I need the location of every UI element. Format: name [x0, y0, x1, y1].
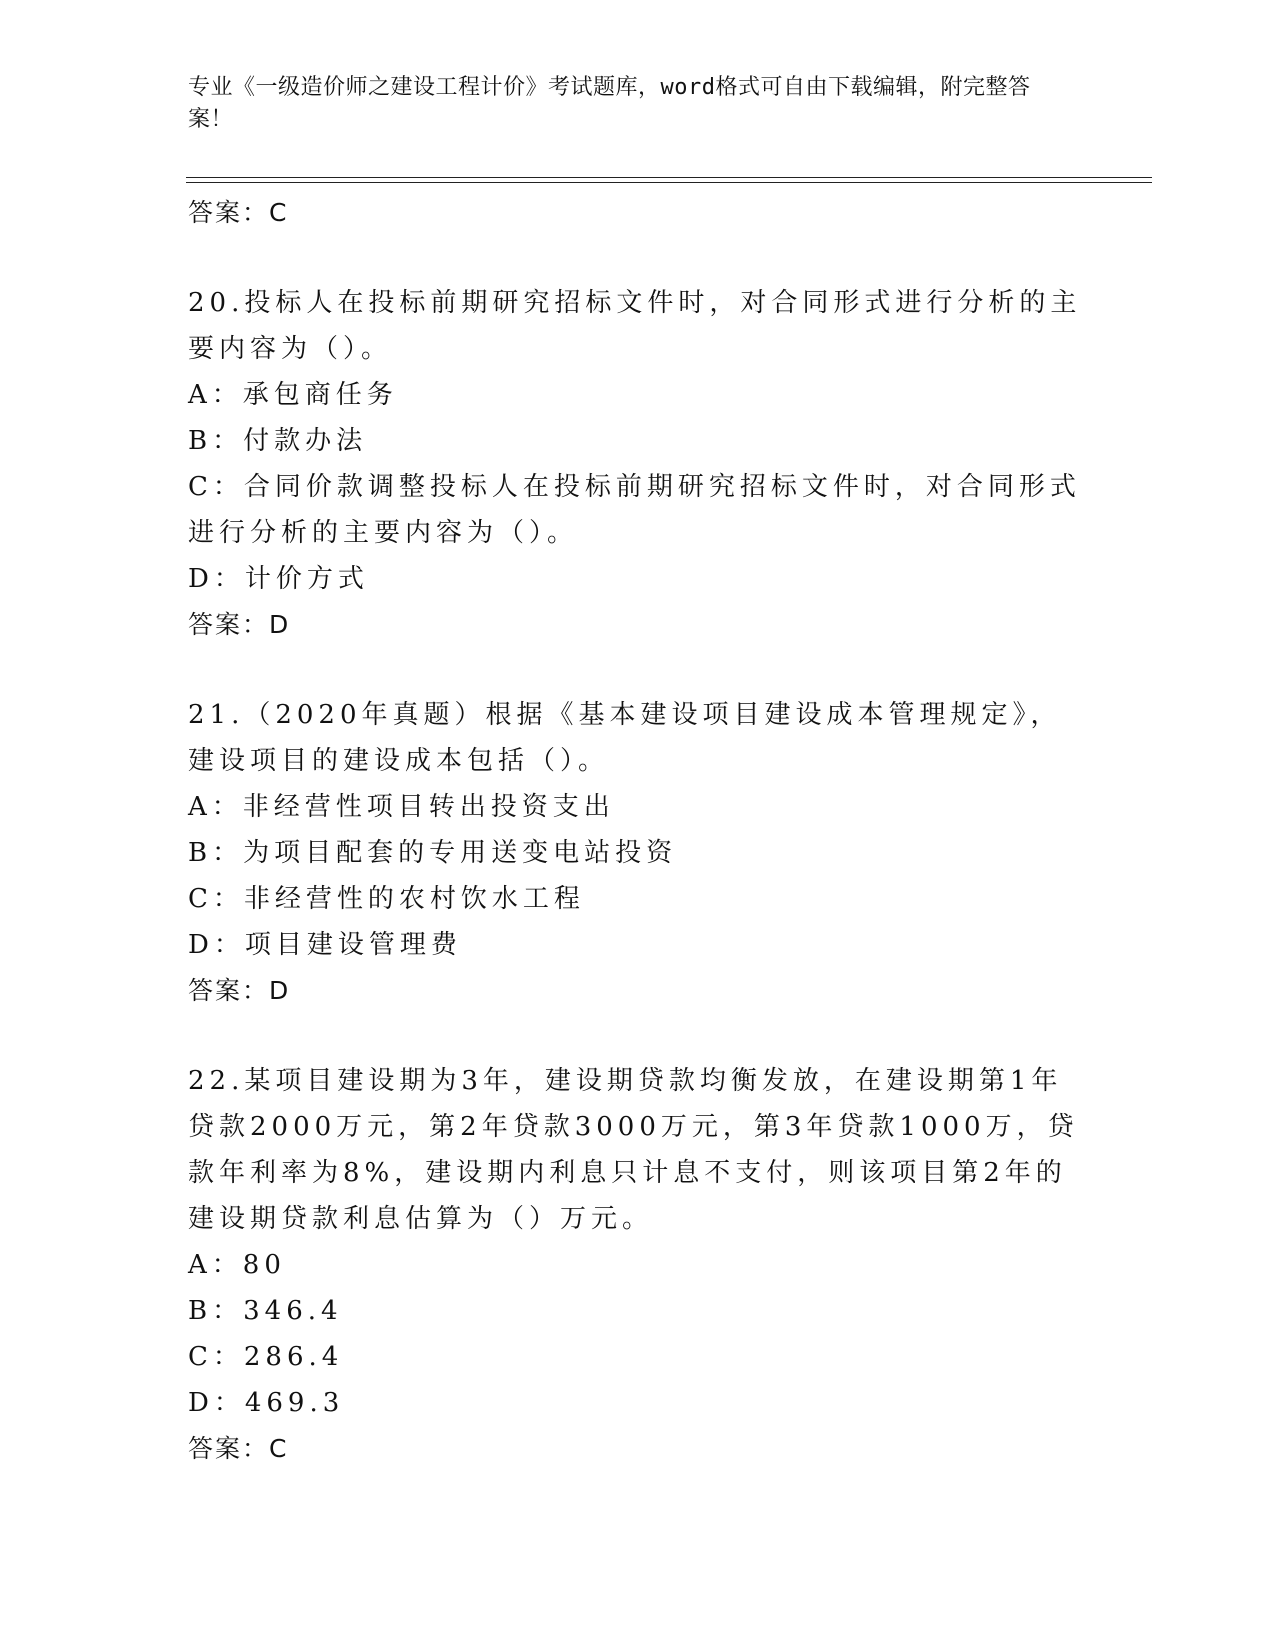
question-text: 20.投标人在投标前期研究招标文件时，对合同形式进行分析的主要内容为（）。: [188, 288, 1082, 364]
header-text: 专业《一级造价师之建设工程计价》考试题库，word格式可自由下载编辑，附完整答案！: [188, 75, 1031, 132]
option-a: A：非经营性项目转出投资支出: [188, 792, 615, 822]
answer-line: [188, 1426, 1088, 1472]
option-b: B：付款办法: [188, 426, 368, 456]
answer-value: D: [269, 976, 289, 1005]
answer-value: C: [269, 1434, 287, 1463]
answer-line: [188, 190, 1088, 236]
option-a: A：承包商任务: [188, 380, 398, 410]
answer-label: 答案：: [188, 976, 270, 1005]
document-header: [188, 72, 1068, 136]
answer-label: 答案：: [188, 610, 270, 639]
option-a: A：80: [188, 1250, 286, 1280]
question-text: 21.（2020年真题）根据《基本建设项目建设成本管理规定》，建设项目的建设成本包括（）。: [188, 700, 1062, 776]
answer-line: [188, 602, 1088, 648]
question-20: [188, 280, 1088, 648]
option-b: B：为项目配套的专用送变电站投资: [188, 838, 678, 868]
answer-line: [188, 968, 1088, 1014]
option-d: D：计价方式: [188, 564, 369, 594]
question-22: [188, 1058, 1088, 1472]
question-21: [188, 692, 1088, 1014]
option-c: C：合同价款调整投标人在投标前期研究招标文件时，对合同形式进行分析的主要内容为（）。: [188, 472, 1081, 548]
answer-label: 答案：: [188, 1434, 270, 1463]
header-divider-top: [186, 177, 1152, 178]
document-body: [188, 190, 1088, 1472]
answer-value: D: [269, 610, 289, 639]
option-d: D：项目建设管理费: [188, 930, 462, 960]
option-d: D：469.3: [188, 1388, 345, 1418]
question-text: 22.某项目建设期为3年，建设期贷款均衡发放，在建设期第1年贷款2000万元，第2年贷款3000万元，第3年贷款1000万，贷款年利率为8%，建设期内利息只计息不支付，则该项目第2年的建设期贷款利息估算为（）万元。: [188, 1066, 1079, 1234]
answer-value: C: [269, 198, 287, 227]
option-c: C：非经营性的农村饮水工程: [188, 884, 585, 914]
answer-label: 答案：: [188, 198, 270, 227]
option-c: C：286.4: [188, 1342, 344, 1372]
option-b: B：346.4: [188, 1296, 343, 1326]
header-divider-bottom: [186, 182, 1152, 183]
